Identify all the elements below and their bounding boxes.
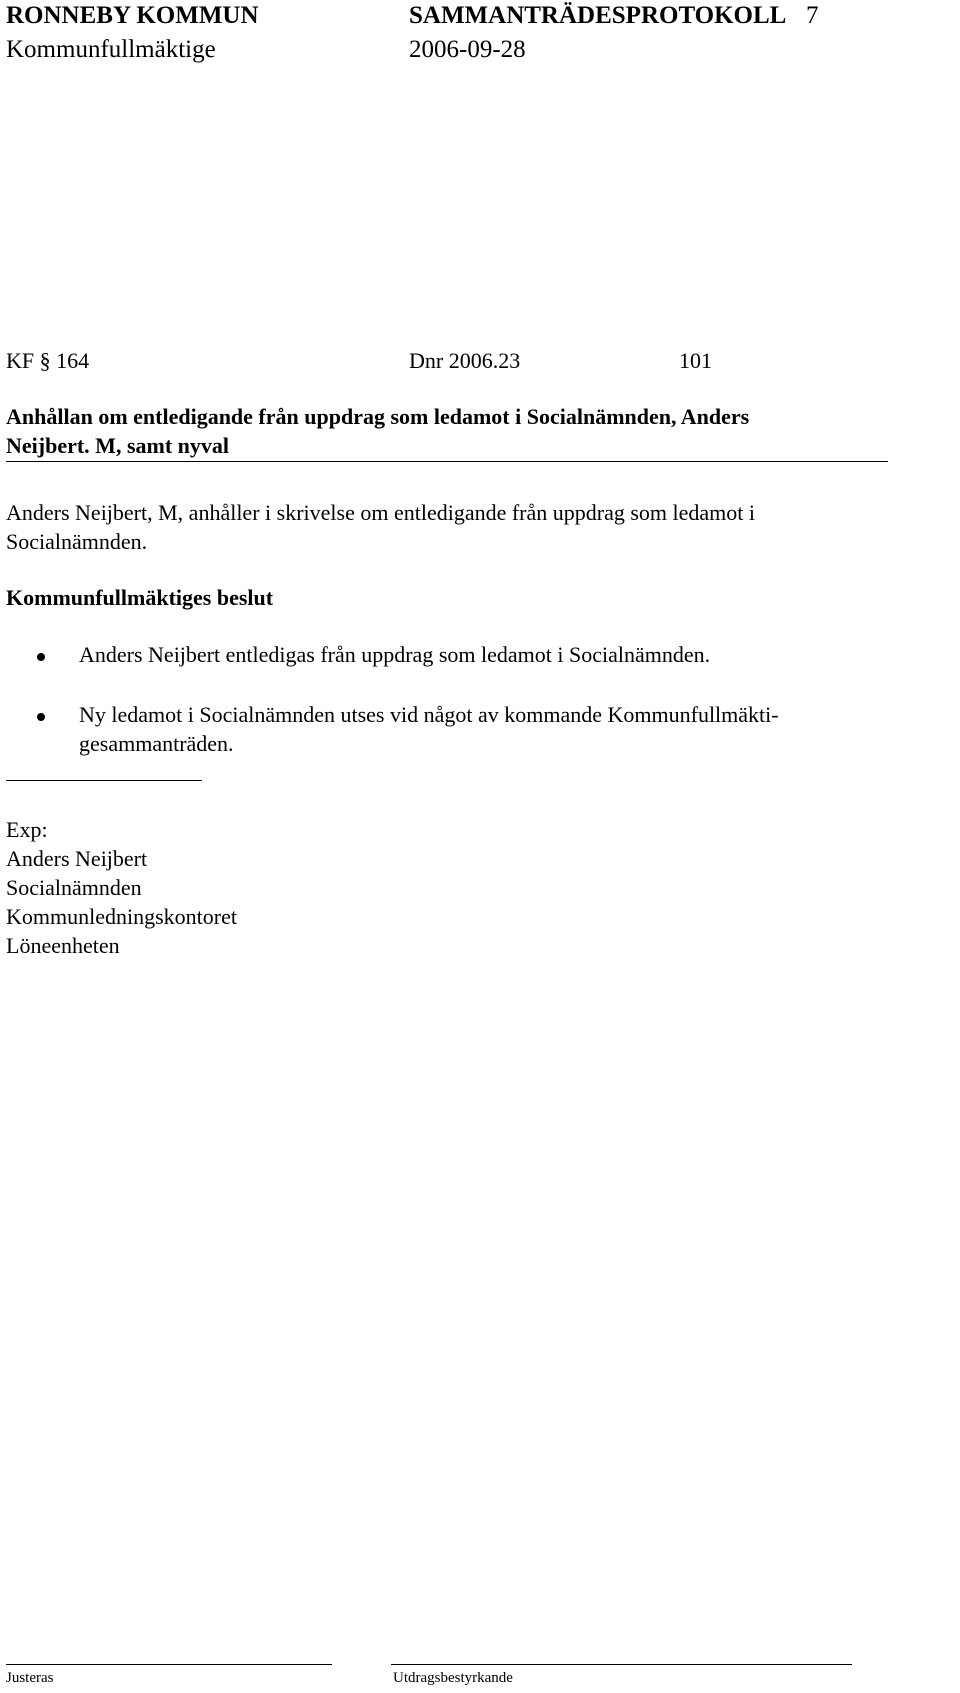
case-reference [6, 348, 89, 374]
recipient: Socialnämnden [6, 875, 142, 900]
dnr-number: 101 [679, 348, 712, 373]
footer-justeras: Justeras [6, 1670, 54, 1686]
footer-utdragsbestyrkande: Utdragsbestyrkande [393, 1670, 513, 1686]
kf-number: 164 [56, 348, 90, 373]
description-line1: Anders Neijbert, M, anhåller i skrivelse om entledigande från uppdrag som ledamot i [6, 500, 756, 525]
distribution-label: Exp: [6, 817, 48, 842]
footer-right-line [391, 1664, 852, 1665]
separator-line [6, 780, 202, 781]
recipient: Anders Neijbert [6, 846, 148, 871]
title-underline [6, 461, 888, 462]
decision-item-2-line1: Ny ledamot i Socialnämnden utses vid något av kommande Kommunfullmäkti- [79, 702, 779, 727]
section-sign-icon: § [39, 348, 51, 373]
footer-left-line [6, 1664, 332, 1665]
meeting-date: 2006-09-28 [409, 36, 526, 63]
kf-prefix: KF [6, 348, 35, 373]
decision-heading: Kommunfullmäktiges beslut [6, 585, 274, 610]
case-title-line2: Neijbert. M, samt nyval [6, 433, 230, 458]
municipality-name: RONNEBY KOMMUN [6, 2, 259, 29]
recipient: Löneenheten [6, 933, 120, 958]
document-type: SAMMANTRÄDESPROTOKOLL [409, 2, 787, 29]
description-line2: Socialnämnden. [6, 529, 148, 554]
dnr-reference: Dnr 2006.23 [409, 348, 521, 373]
decision-item-2-line2: gesammanträden. [79, 731, 234, 756]
bullet-icon [37, 653, 45, 661]
recipient: Kommunledningskontoret [6, 904, 237, 929]
body-name: Kommunfullmäktige [6, 36, 216, 63]
decision-item-1: Anders Neijbert entledigas från uppdrag som ledamot i Socialnämnden. [79, 642, 711, 667]
bullet-icon [37, 713, 45, 721]
case-title-line1: Anhållan om entledigande från uppdrag som ledamot i Socialnämnden, Anders [6, 404, 750, 429]
page-number: 7 [806, 2, 819, 29]
